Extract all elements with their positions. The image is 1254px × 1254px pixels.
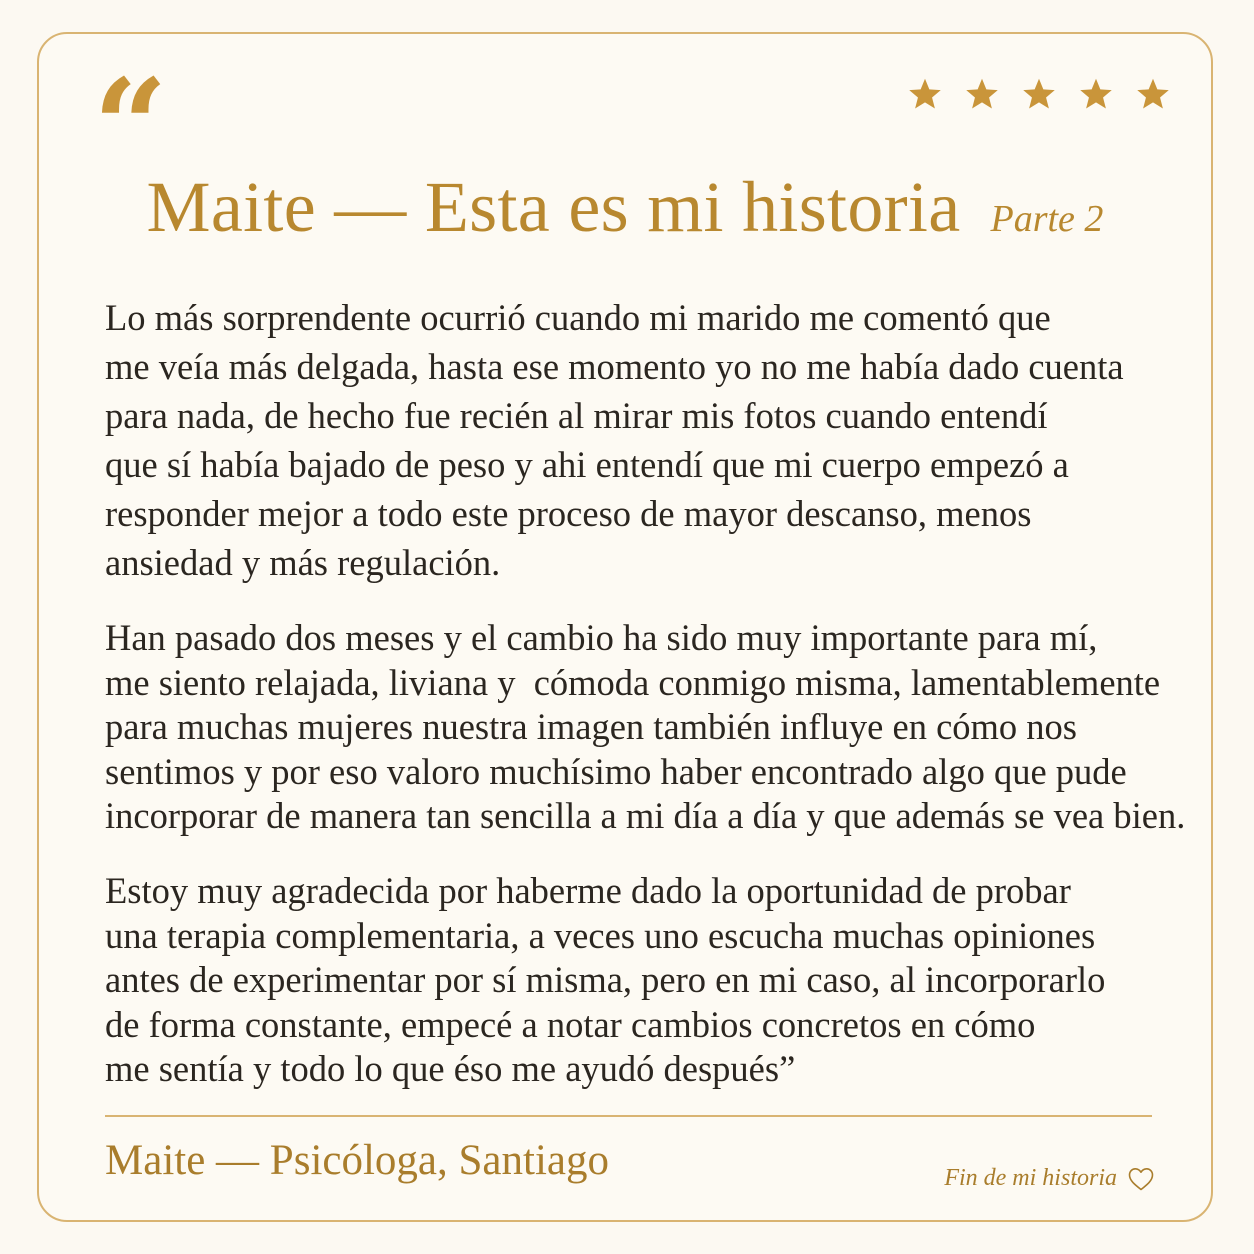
text-line: para nada, de hecho fue recién al mirar mis fotos cuando entendí [105, 395, 1048, 436]
text-line: Han pasado dos meses y el cambio ha sido muy importante para mí, [105, 617, 1098, 658]
star-icon [907, 76, 943, 112]
quote-mark-icon: “ [93, 50, 168, 203]
text-line: antes de experimentar por sí misma, pero en mi caso, al incorporarlo [105, 959, 1106, 1000]
testimonial-card [37, 32, 1213, 1222]
author-signature: Maite — Psicóloga, Santiago [105, 1137, 609, 1184]
text-line: responder mejor a todo este proceso de mayor descanso, menos [105, 493, 1032, 534]
star-rating [907, 76, 1171, 112]
page-subtitle: Parte 2 [990, 198, 1104, 240]
heart-outline-icon [1127, 1166, 1155, 1192]
text-line: de forma constante, empecé a notar cambios concretos en cómo [105, 1003, 1036, 1045]
star-icon [1078, 76, 1114, 112]
text-line: incorporar de manera tan sencilla a mi día a día y que además se vea bien. [105, 795, 1186, 836]
footer-divider [105, 1115, 1152, 1117]
text-line: Lo más sorprendente ocurrió cuando mi marido me comentó que [105, 297, 1051, 338]
text-line: me siento relajada, liviana y cómoda conmigo misma, lamentablemente [105, 661, 1161, 703]
text-line: me sentía y todo lo que éso me ayudó después” [105, 1048, 796, 1089]
text-line: sentimos y por eso valoro muchísimo haber encontrado algo que pude [105, 750, 1127, 792]
star-icon [1135, 76, 1171, 112]
page-title: Maite — Esta es mi historia [146, 167, 961, 247]
end-note-label: Fin de mi historia [944, 1165, 1117, 1191]
text-line: ansiedad y más regulación. [105, 542, 501, 583]
text-line: una terapia complementaria, a veces uno escucha muchas opiniones [105, 914, 1096, 956]
star-icon [964, 76, 1000, 112]
text-line: para muchas mujeres nuestra imagen también influye en cómo nos [105, 706, 1078, 747]
star-icon [1021, 76, 1057, 112]
header [39, 166, 1211, 249]
text-line: Estoy muy agradecida por haberme dado la oportunidad de probar [105, 870, 1071, 911]
text-line: que sí había bajado de peso y ahi entendí que mi cuerpo empezó a [105, 444, 1069, 485]
end-note [944, 1165, 1155, 1192]
paragraph-1 [105, 293, 1165, 587]
paragraph-3 [105, 869, 1165, 1092]
text-line: me veía más delgada, hasta ese momento yo no me había dado cuenta [105, 346, 1124, 387]
paragraph-2 [105, 616, 1186, 839]
